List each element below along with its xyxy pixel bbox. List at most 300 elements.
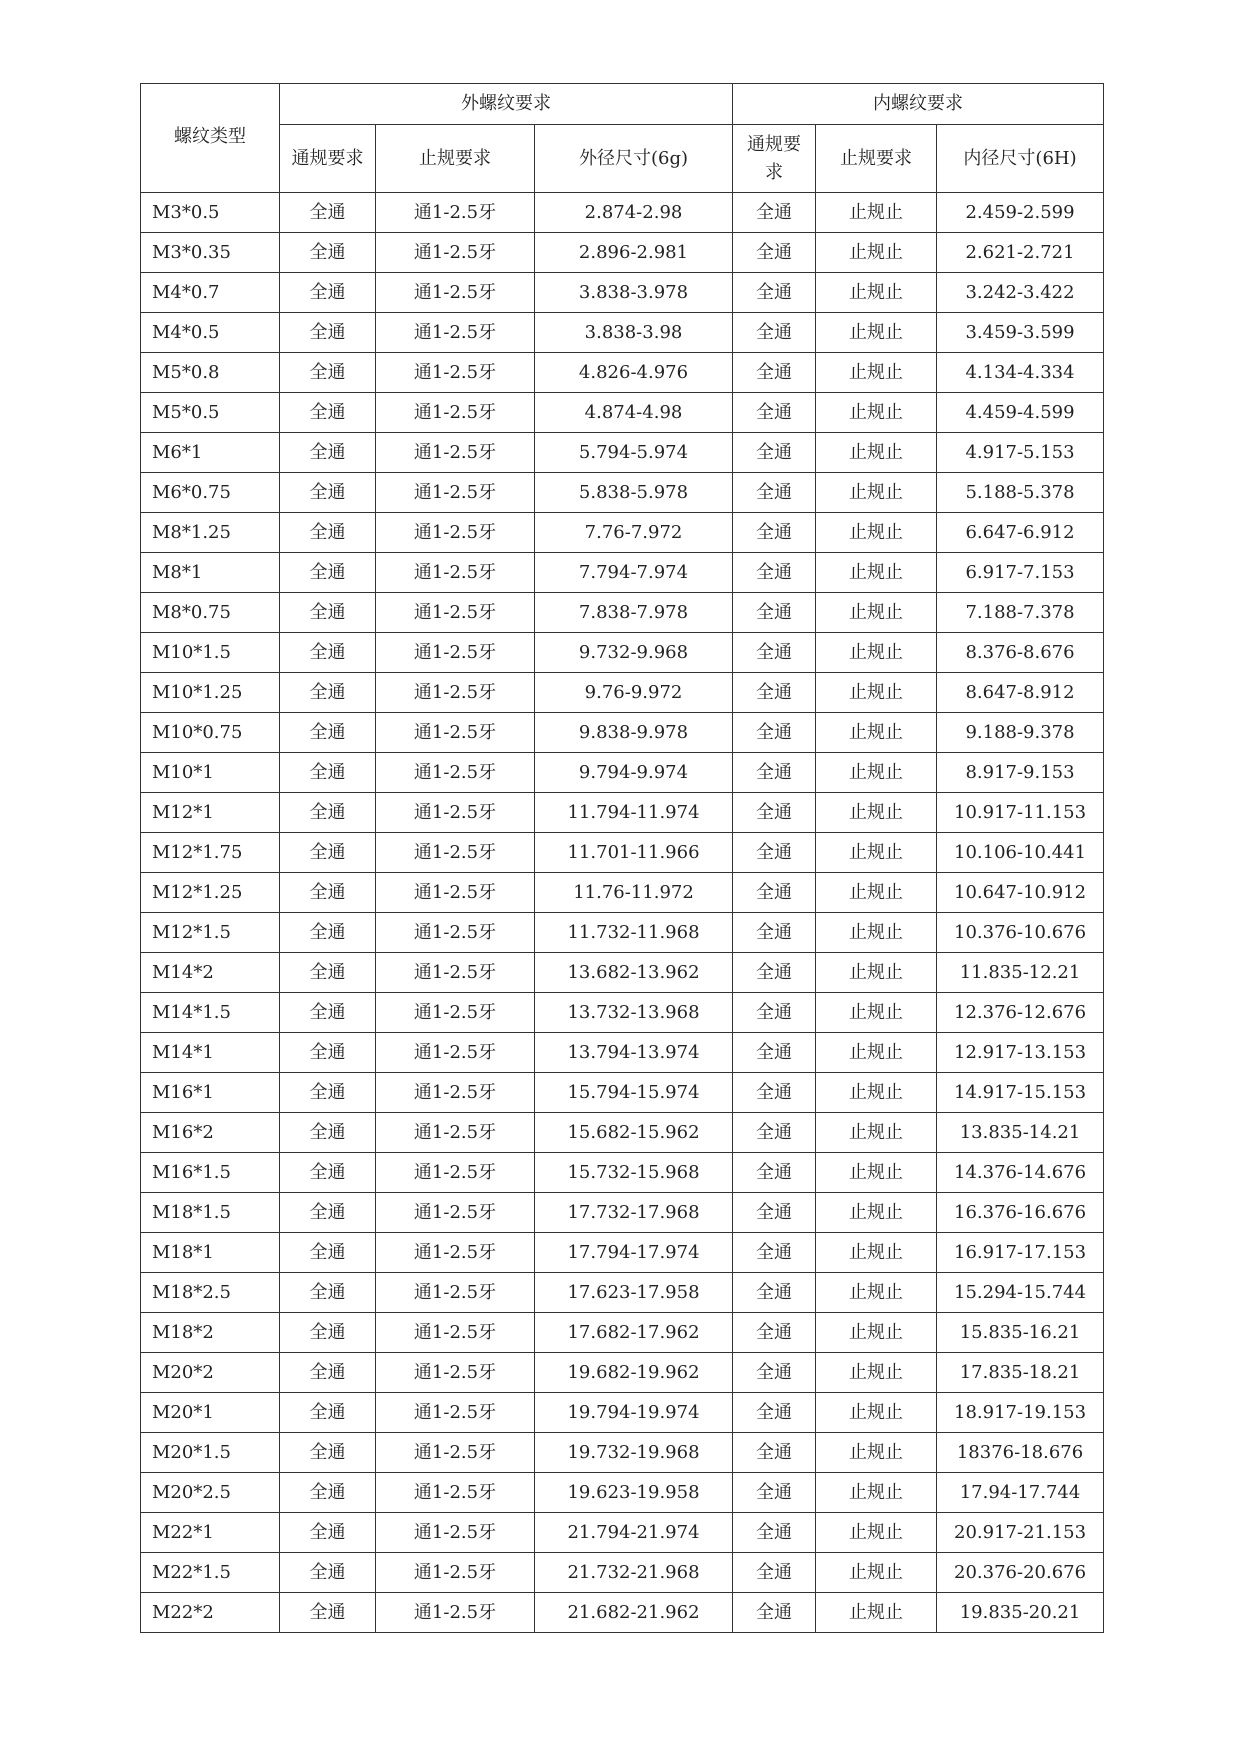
cell-thread-type: M10*0.75	[141, 713, 280, 753]
cell-int-go: 全通	[733, 313, 816, 353]
cell-thread-type: M20*1	[141, 1393, 280, 1433]
cell-int-size: 8.647-8.912	[937, 673, 1104, 713]
cell-int-nogo: 止规止	[816, 313, 937, 353]
cell-ext-size: 4.826-4.976	[535, 353, 733, 393]
cell-int-go: 全通	[733, 513, 816, 553]
cell-ext-nogo: 通1-2.5牙	[376, 1273, 535, 1313]
cell-int-go: 全通	[733, 1313, 816, 1353]
cell-int-go: 全通	[733, 713, 816, 753]
cell-ext-nogo: 通1-2.5牙	[376, 1033, 535, 1073]
table-row	[141, 1233, 1104, 1273]
cell-ext-nogo: 通1-2.5牙	[376, 1153, 535, 1193]
cell-int-size: 7.188-7.378	[937, 593, 1104, 633]
header-internal-group: 内螺纹要求	[733, 84, 1104, 125]
cell-int-size: 17.94-17.744	[937, 1473, 1104, 1513]
table-row	[141, 753, 1104, 793]
header-external-group: 外螺纹要求	[280, 84, 733, 125]
cell-ext-nogo: 通1-2.5牙	[376, 993, 535, 1033]
cell-ext-go: 全通	[280, 1433, 376, 1473]
cell-int-go: 全通	[733, 633, 816, 673]
table-row	[141, 1153, 1104, 1193]
cell-int-go: 全通	[733, 593, 816, 633]
cell-ext-size: 4.874-4.98	[535, 393, 733, 433]
cell-ext-go: 全通	[280, 393, 376, 433]
cell-ext-go: 全通	[280, 433, 376, 473]
cell-int-nogo: 止规止	[816, 1273, 937, 1313]
cell-ext-go: 全通	[280, 1233, 376, 1273]
cell-ext-go: 全通	[280, 1553, 376, 1593]
cell-ext-nogo: 通1-2.5牙	[376, 673, 535, 713]
cell-ext-go: 全通	[280, 553, 376, 593]
table-row	[141, 1313, 1104, 1353]
cell-ext-size: 17.732-17.968	[535, 1193, 733, 1233]
cell-int-go: 全通	[733, 913, 816, 953]
cell-ext-go: 全通	[280, 193, 376, 233]
cell-int-go: 全通	[733, 1153, 816, 1193]
cell-ext-size: 11.794-11.974	[535, 793, 733, 833]
cell-ext-go: 全通	[280, 473, 376, 513]
cell-int-size: 15.835-16.21	[937, 1313, 1104, 1353]
cell-ext-nogo: 通1-2.5牙	[376, 1353, 535, 1393]
thread-spec-table	[140, 83, 1104, 1633]
cell-ext-nogo: 通1-2.5牙	[376, 233, 535, 273]
cell-int-go: 全通	[733, 1473, 816, 1513]
cell-int-go: 全通	[733, 753, 816, 793]
cell-int-size: 4.134-4.334	[937, 353, 1104, 393]
cell-ext-size: 19.794-19.974	[535, 1393, 733, 1433]
cell-int-size: 20.376-20.676	[937, 1553, 1104, 1593]
cell-ext-nogo: 通1-2.5牙	[376, 513, 535, 553]
cell-ext-nogo: 通1-2.5牙	[376, 633, 535, 673]
cell-int-go: 全通	[733, 793, 816, 833]
table-body	[141, 193, 1104, 1633]
table-row	[141, 553, 1104, 593]
cell-thread-type: M10*1.5	[141, 633, 280, 673]
cell-ext-nogo: 通1-2.5牙	[376, 313, 535, 353]
cell-int-size: 16.376-16.676	[937, 1193, 1104, 1233]
cell-int-size: 18.917-19.153	[937, 1393, 1104, 1433]
cell-int-nogo: 止规止	[816, 1473, 937, 1513]
cell-int-nogo: 止规止	[816, 913, 937, 953]
cell-thread-type: M6*1	[141, 433, 280, 473]
cell-thread-type: M8*1.25	[141, 513, 280, 553]
cell-int-nogo: 止规止	[816, 673, 937, 713]
cell-int-nogo: 止规止	[816, 833, 937, 873]
cell-ext-go: 全通	[280, 1313, 376, 1353]
cell-ext-go: 全通	[280, 873, 376, 913]
cell-int-nogo: 止规止	[816, 1153, 937, 1193]
cell-ext-size: 19.623-19.958	[535, 1473, 733, 1513]
cell-int-go: 全通	[733, 1033, 816, 1073]
cell-ext-nogo: 通1-2.5牙	[376, 793, 535, 833]
cell-ext-go: 全通	[280, 1273, 376, 1313]
cell-int-nogo: 止规止	[816, 553, 937, 593]
cell-thread-type: M20*2.5	[141, 1473, 280, 1513]
cell-int-size: 10.917-11.153	[937, 793, 1104, 833]
table-row	[141, 353, 1104, 393]
table-row	[141, 193, 1104, 233]
cell-int-go: 全通	[733, 1273, 816, 1313]
cell-ext-go: 全通	[280, 1033, 376, 1073]
cell-thread-type: M10*1.25	[141, 673, 280, 713]
cell-ext-nogo: 通1-2.5牙	[376, 753, 535, 793]
cell-ext-size: 3.838-3.98	[535, 313, 733, 353]
cell-ext-go: 全通	[280, 593, 376, 633]
cell-int-go: 全通	[733, 673, 816, 713]
cell-ext-go: 全通	[280, 1193, 376, 1233]
header-ext-nogo: 止规要求	[376, 125, 535, 193]
cell-int-go: 全通	[733, 953, 816, 993]
cell-ext-size: 17.794-17.974	[535, 1233, 733, 1273]
cell-int-go: 全通	[733, 1513, 816, 1553]
cell-thread-type: M16*1	[141, 1073, 280, 1113]
cell-ext-go: 全通	[280, 713, 376, 753]
table-row	[141, 313, 1104, 353]
cell-ext-go: 全通	[280, 1353, 376, 1393]
cell-int-go: 全通	[733, 1353, 816, 1393]
cell-ext-size: 11.701-11.966	[535, 833, 733, 873]
cell-int-size: 14.376-14.676	[937, 1153, 1104, 1193]
cell-thread-type: M20*2	[141, 1353, 280, 1393]
table-row	[141, 233, 1104, 273]
cell-ext-nogo: 通1-2.5牙	[376, 433, 535, 473]
cell-ext-nogo: 通1-2.5牙	[376, 1313, 535, 1353]
table-row	[141, 1033, 1104, 1073]
cell-ext-go: 全通	[280, 793, 376, 833]
cell-thread-type: M22*1.5	[141, 1553, 280, 1593]
cell-int-size: 12.917-13.153	[937, 1033, 1104, 1073]
cell-int-size: 11.835-12.21	[937, 953, 1104, 993]
cell-int-nogo: 止规止	[816, 633, 937, 673]
cell-thread-type: M12*1.75	[141, 833, 280, 873]
table-row	[141, 1113, 1104, 1153]
cell-int-size: 14.917-15.153	[937, 1073, 1104, 1113]
cell-ext-nogo: 通1-2.5牙	[376, 1193, 535, 1233]
cell-int-nogo: 止规止	[816, 993, 937, 1033]
cell-thread-type: M18*1	[141, 1233, 280, 1273]
header-int-size: 内径尺寸(6H)	[937, 125, 1104, 193]
cell-int-nogo: 止规止	[816, 353, 937, 393]
cell-int-nogo: 止规止	[816, 273, 937, 313]
table-row	[141, 393, 1104, 433]
cell-ext-nogo: 通1-2.5牙	[376, 1393, 535, 1433]
cell-int-nogo: 止规止	[816, 513, 937, 553]
cell-ext-go: 全通	[280, 353, 376, 393]
cell-ext-size: 21.732-21.968	[535, 1553, 733, 1593]
cell-ext-size: 21.794-21.974	[535, 1513, 733, 1553]
table-row	[141, 993, 1104, 1033]
cell-ext-go: 全通	[280, 513, 376, 553]
cell-int-size: 9.188-9.378	[937, 713, 1104, 753]
cell-thread-type: M3*0.35	[141, 233, 280, 273]
cell-int-nogo: 止规止	[816, 1073, 937, 1113]
cell-int-nogo: 止规止	[816, 1433, 937, 1473]
cell-int-size: 12.376-12.676	[937, 993, 1104, 1033]
cell-ext-size: 2.896-2.981	[535, 233, 733, 273]
cell-thread-type: M8*0.75	[141, 593, 280, 633]
cell-ext-size: 13.732-13.968	[535, 993, 733, 1033]
cell-int-nogo: 止规止	[816, 233, 937, 273]
cell-int-nogo: 止规止	[816, 1593, 937, 1633]
cell-ext-nogo: 通1-2.5牙	[376, 913, 535, 953]
cell-ext-size: 17.682-17.962	[535, 1313, 733, 1353]
cell-ext-nogo: 通1-2.5牙	[376, 953, 535, 993]
header-thread-type: 螺纹类型	[141, 84, 280, 193]
table-row	[141, 1593, 1104, 1633]
cell-int-go: 全通	[733, 273, 816, 313]
cell-ext-nogo: 通1-2.5牙	[376, 1553, 535, 1593]
cell-ext-nogo: 通1-2.5牙	[376, 1473, 535, 1513]
cell-int-size: 10.106-10.441	[937, 833, 1104, 873]
table-row	[141, 793, 1104, 833]
table-row	[141, 273, 1104, 313]
cell-thread-type: M5*0.8	[141, 353, 280, 393]
cell-int-nogo: 止规止	[816, 1193, 937, 1233]
cell-thread-type: M16*2	[141, 1113, 280, 1153]
cell-int-size: 19.835-20.21	[937, 1593, 1104, 1633]
cell-int-size: 6.647-6.912	[937, 513, 1104, 553]
cell-int-nogo: 止规止	[816, 1313, 937, 1353]
cell-ext-size: 21.682-21.962	[535, 1593, 733, 1633]
cell-ext-size: 7.76-7.972	[535, 513, 733, 553]
cell-thread-type: M22*2	[141, 1593, 280, 1633]
cell-ext-size: 2.874-2.98	[535, 193, 733, 233]
cell-ext-nogo: 通1-2.5牙	[376, 473, 535, 513]
cell-ext-size: 19.732-19.968	[535, 1433, 733, 1473]
cell-ext-size: 9.838-9.978	[535, 713, 733, 753]
cell-ext-nogo: 通1-2.5牙	[376, 713, 535, 753]
cell-int-size: 5.188-5.378	[937, 473, 1104, 513]
cell-int-nogo: 止规止	[816, 1033, 937, 1073]
cell-int-nogo: 止规止	[816, 193, 937, 233]
cell-int-go: 全通	[733, 1073, 816, 1113]
table-header	[141, 84, 1104, 193]
cell-ext-nogo: 通1-2.5牙	[376, 353, 535, 393]
cell-int-nogo: 止规止	[816, 1353, 937, 1393]
cell-ext-nogo: 通1-2.5牙	[376, 273, 535, 313]
cell-int-size: 8.376-8.676	[937, 633, 1104, 673]
cell-int-go: 全通	[733, 993, 816, 1033]
cell-thread-type: M18*2.5	[141, 1273, 280, 1313]
cell-int-nogo: 止规止	[816, 1393, 937, 1433]
cell-thread-type: M20*1.5	[141, 1433, 280, 1473]
cell-ext-nogo: 通1-2.5牙	[376, 1113, 535, 1153]
cell-int-go: 全通	[733, 393, 816, 433]
cell-ext-size: 7.838-7.978	[535, 593, 733, 633]
cell-thread-type: M4*0.7	[141, 273, 280, 313]
cell-ext-size: 9.794-9.974	[535, 753, 733, 793]
cell-int-nogo: 止规止	[816, 433, 937, 473]
cell-thread-type: M12*1	[141, 793, 280, 833]
cell-int-size: 13.835-14.21	[937, 1113, 1104, 1153]
cell-ext-go: 全通	[280, 753, 376, 793]
cell-int-size: 6.917-7.153	[937, 553, 1104, 593]
cell-ext-go: 全通	[280, 673, 376, 713]
document-page	[140, 83, 1104, 1633]
cell-int-size: 18376-18.676	[937, 1433, 1104, 1473]
table-row	[141, 1353, 1104, 1393]
cell-ext-nogo: 通1-2.5牙	[376, 873, 535, 913]
cell-ext-size: 5.838-5.978	[535, 473, 733, 513]
cell-int-go: 全通	[733, 433, 816, 473]
table-row	[141, 873, 1104, 913]
table-row	[141, 1553, 1104, 1593]
cell-ext-size: 7.794-7.974	[535, 553, 733, 593]
cell-int-size: 16.917-17.153	[937, 1233, 1104, 1273]
cell-int-go: 全通	[733, 553, 816, 593]
cell-ext-go: 全通	[280, 273, 376, 313]
cell-ext-go: 全通	[280, 1593, 376, 1633]
cell-ext-go: 全通	[280, 233, 376, 273]
cell-int-nogo: 止规止	[816, 873, 937, 913]
cell-int-nogo: 止规止	[816, 713, 937, 753]
cell-thread-type: M14*1.5	[141, 993, 280, 1033]
cell-int-go: 全通	[733, 1113, 816, 1153]
cell-ext-nogo: 通1-2.5牙	[376, 393, 535, 433]
table-row	[141, 1473, 1104, 1513]
cell-int-go: 全通	[733, 473, 816, 513]
cell-int-go: 全通	[733, 833, 816, 873]
header-ext-go: 通规要求	[280, 125, 376, 193]
cell-int-nogo: 止规止	[816, 1233, 937, 1273]
cell-ext-go: 全通	[280, 833, 376, 873]
cell-ext-size: 11.76-11.972	[535, 873, 733, 913]
cell-int-size: 10.647-10.912	[937, 873, 1104, 913]
cell-ext-size: 13.794-13.974	[535, 1033, 733, 1073]
cell-ext-go: 全通	[280, 313, 376, 353]
cell-int-nogo: 止规止	[816, 1513, 937, 1553]
cell-ext-size: 3.838-3.978	[535, 273, 733, 313]
cell-ext-go: 全通	[280, 1393, 376, 1433]
cell-thread-type: M18*2	[141, 1313, 280, 1353]
cell-int-nogo: 止规止	[816, 753, 937, 793]
cell-int-go: 全通	[733, 193, 816, 233]
table-row	[141, 1273, 1104, 1313]
cell-ext-go: 全通	[280, 1513, 376, 1553]
cell-ext-size: 5.794-5.974	[535, 433, 733, 473]
cell-int-nogo: 止规止	[816, 1113, 937, 1153]
cell-ext-nogo: 通1-2.5牙	[376, 1073, 535, 1113]
cell-int-size: 3.459-3.599	[937, 313, 1104, 353]
table-row	[141, 513, 1104, 553]
cell-int-size: 2.459-2.599	[937, 193, 1104, 233]
cell-ext-size: 13.682-13.962	[535, 953, 733, 993]
cell-int-go: 全通	[733, 1193, 816, 1233]
table-row	[141, 433, 1104, 473]
cell-ext-go: 全通	[280, 1073, 376, 1113]
cell-thread-type: M16*1.5	[141, 1153, 280, 1193]
cell-thread-type: M8*1	[141, 553, 280, 593]
cell-thread-type: M18*1.5	[141, 1193, 280, 1233]
cell-thread-type: M14*2	[141, 953, 280, 993]
cell-thread-type: M12*1.5	[141, 913, 280, 953]
cell-ext-go: 全通	[280, 633, 376, 673]
cell-ext-size: 11.732-11.968	[535, 913, 733, 953]
cell-ext-go: 全通	[280, 953, 376, 993]
cell-int-size: 20.917-21.153	[937, 1513, 1104, 1553]
table-row	[141, 633, 1104, 673]
cell-int-go: 全通	[733, 1433, 816, 1473]
cell-int-size: 4.917-5.153	[937, 433, 1104, 473]
cell-int-size: 17.835-18.21	[937, 1353, 1104, 1393]
cell-int-size: 15.294-15.744	[937, 1273, 1104, 1313]
cell-ext-size: 15.732-15.968	[535, 1153, 733, 1193]
table-row	[141, 593, 1104, 633]
cell-int-go: 全通	[733, 1393, 816, 1433]
table-row	[141, 953, 1104, 993]
cell-ext-nogo: 通1-2.5牙	[376, 833, 535, 873]
cell-int-go: 全通	[733, 1593, 816, 1633]
cell-int-nogo: 止规止	[816, 1553, 937, 1593]
cell-ext-nogo: 通1-2.5牙	[376, 1233, 535, 1273]
cell-int-nogo: 止规止	[816, 393, 937, 433]
cell-ext-size: 9.732-9.968	[535, 633, 733, 673]
cell-int-size: 8.917-9.153	[937, 753, 1104, 793]
table-row	[141, 473, 1104, 513]
cell-thread-type: M3*0.5	[141, 193, 280, 233]
cell-int-size: 2.621-2.721	[937, 233, 1104, 273]
cell-ext-nogo: 通1-2.5牙	[376, 553, 535, 593]
cell-ext-go: 全通	[280, 1113, 376, 1153]
cell-ext-size: 19.682-19.962	[535, 1353, 733, 1393]
table-row	[141, 1393, 1104, 1433]
cell-int-nogo: 止规止	[816, 793, 937, 833]
cell-ext-nogo: 通1-2.5牙	[376, 593, 535, 633]
cell-ext-size: 9.76-9.972	[535, 673, 733, 713]
table-row	[141, 913, 1104, 953]
cell-ext-go: 全通	[280, 1473, 376, 1513]
cell-ext-go: 全通	[280, 1153, 376, 1193]
cell-int-size: 4.459-4.599	[937, 393, 1104, 433]
cell-int-nogo: 止规止	[816, 953, 937, 993]
cell-int-go: 全通	[733, 873, 816, 913]
cell-ext-nogo: 通1-2.5牙	[376, 1593, 535, 1633]
cell-int-size: 3.242-3.422	[937, 273, 1104, 313]
table-row	[141, 1073, 1104, 1113]
table-row	[141, 673, 1104, 713]
cell-int-size: 10.376-10.676	[937, 913, 1104, 953]
cell-ext-size: 17.623-17.958	[535, 1273, 733, 1313]
cell-thread-type: M12*1.25	[141, 873, 280, 913]
cell-int-go: 全通	[733, 353, 816, 393]
header-ext-size: 外径尺寸(6g)	[535, 125, 733, 193]
table-row	[141, 713, 1104, 753]
cell-ext-nogo: 通1-2.5牙	[376, 1513, 535, 1553]
cell-thread-type: M4*0.5	[141, 313, 280, 353]
cell-thread-type: M5*0.5	[141, 393, 280, 433]
cell-thread-type: M6*0.75	[141, 473, 280, 513]
cell-ext-go: 全通	[280, 993, 376, 1033]
table-row	[141, 1513, 1104, 1553]
cell-ext-nogo: 通1-2.5牙	[376, 1433, 535, 1473]
cell-int-go: 全通	[733, 233, 816, 273]
table-row	[141, 1433, 1104, 1473]
cell-thread-type: M10*1	[141, 753, 280, 793]
cell-thread-type: M14*1	[141, 1033, 280, 1073]
cell-int-go: 全通	[733, 1233, 816, 1273]
cell-int-go: 全通	[733, 1553, 816, 1593]
cell-ext-size: 15.794-15.974	[535, 1073, 733, 1113]
cell-int-nogo: 止规止	[816, 473, 937, 513]
cell-ext-nogo: 通1-2.5牙	[376, 193, 535, 233]
header-int-go: 通规要求	[733, 125, 816, 193]
cell-int-nogo: 止规止	[816, 593, 937, 633]
header-int-nogo: 止规要求	[816, 125, 937, 193]
table-row	[141, 833, 1104, 873]
cell-ext-size: 15.682-15.962	[535, 1113, 733, 1153]
table-row	[141, 1193, 1104, 1233]
cell-thread-type: M22*1	[141, 1513, 280, 1553]
